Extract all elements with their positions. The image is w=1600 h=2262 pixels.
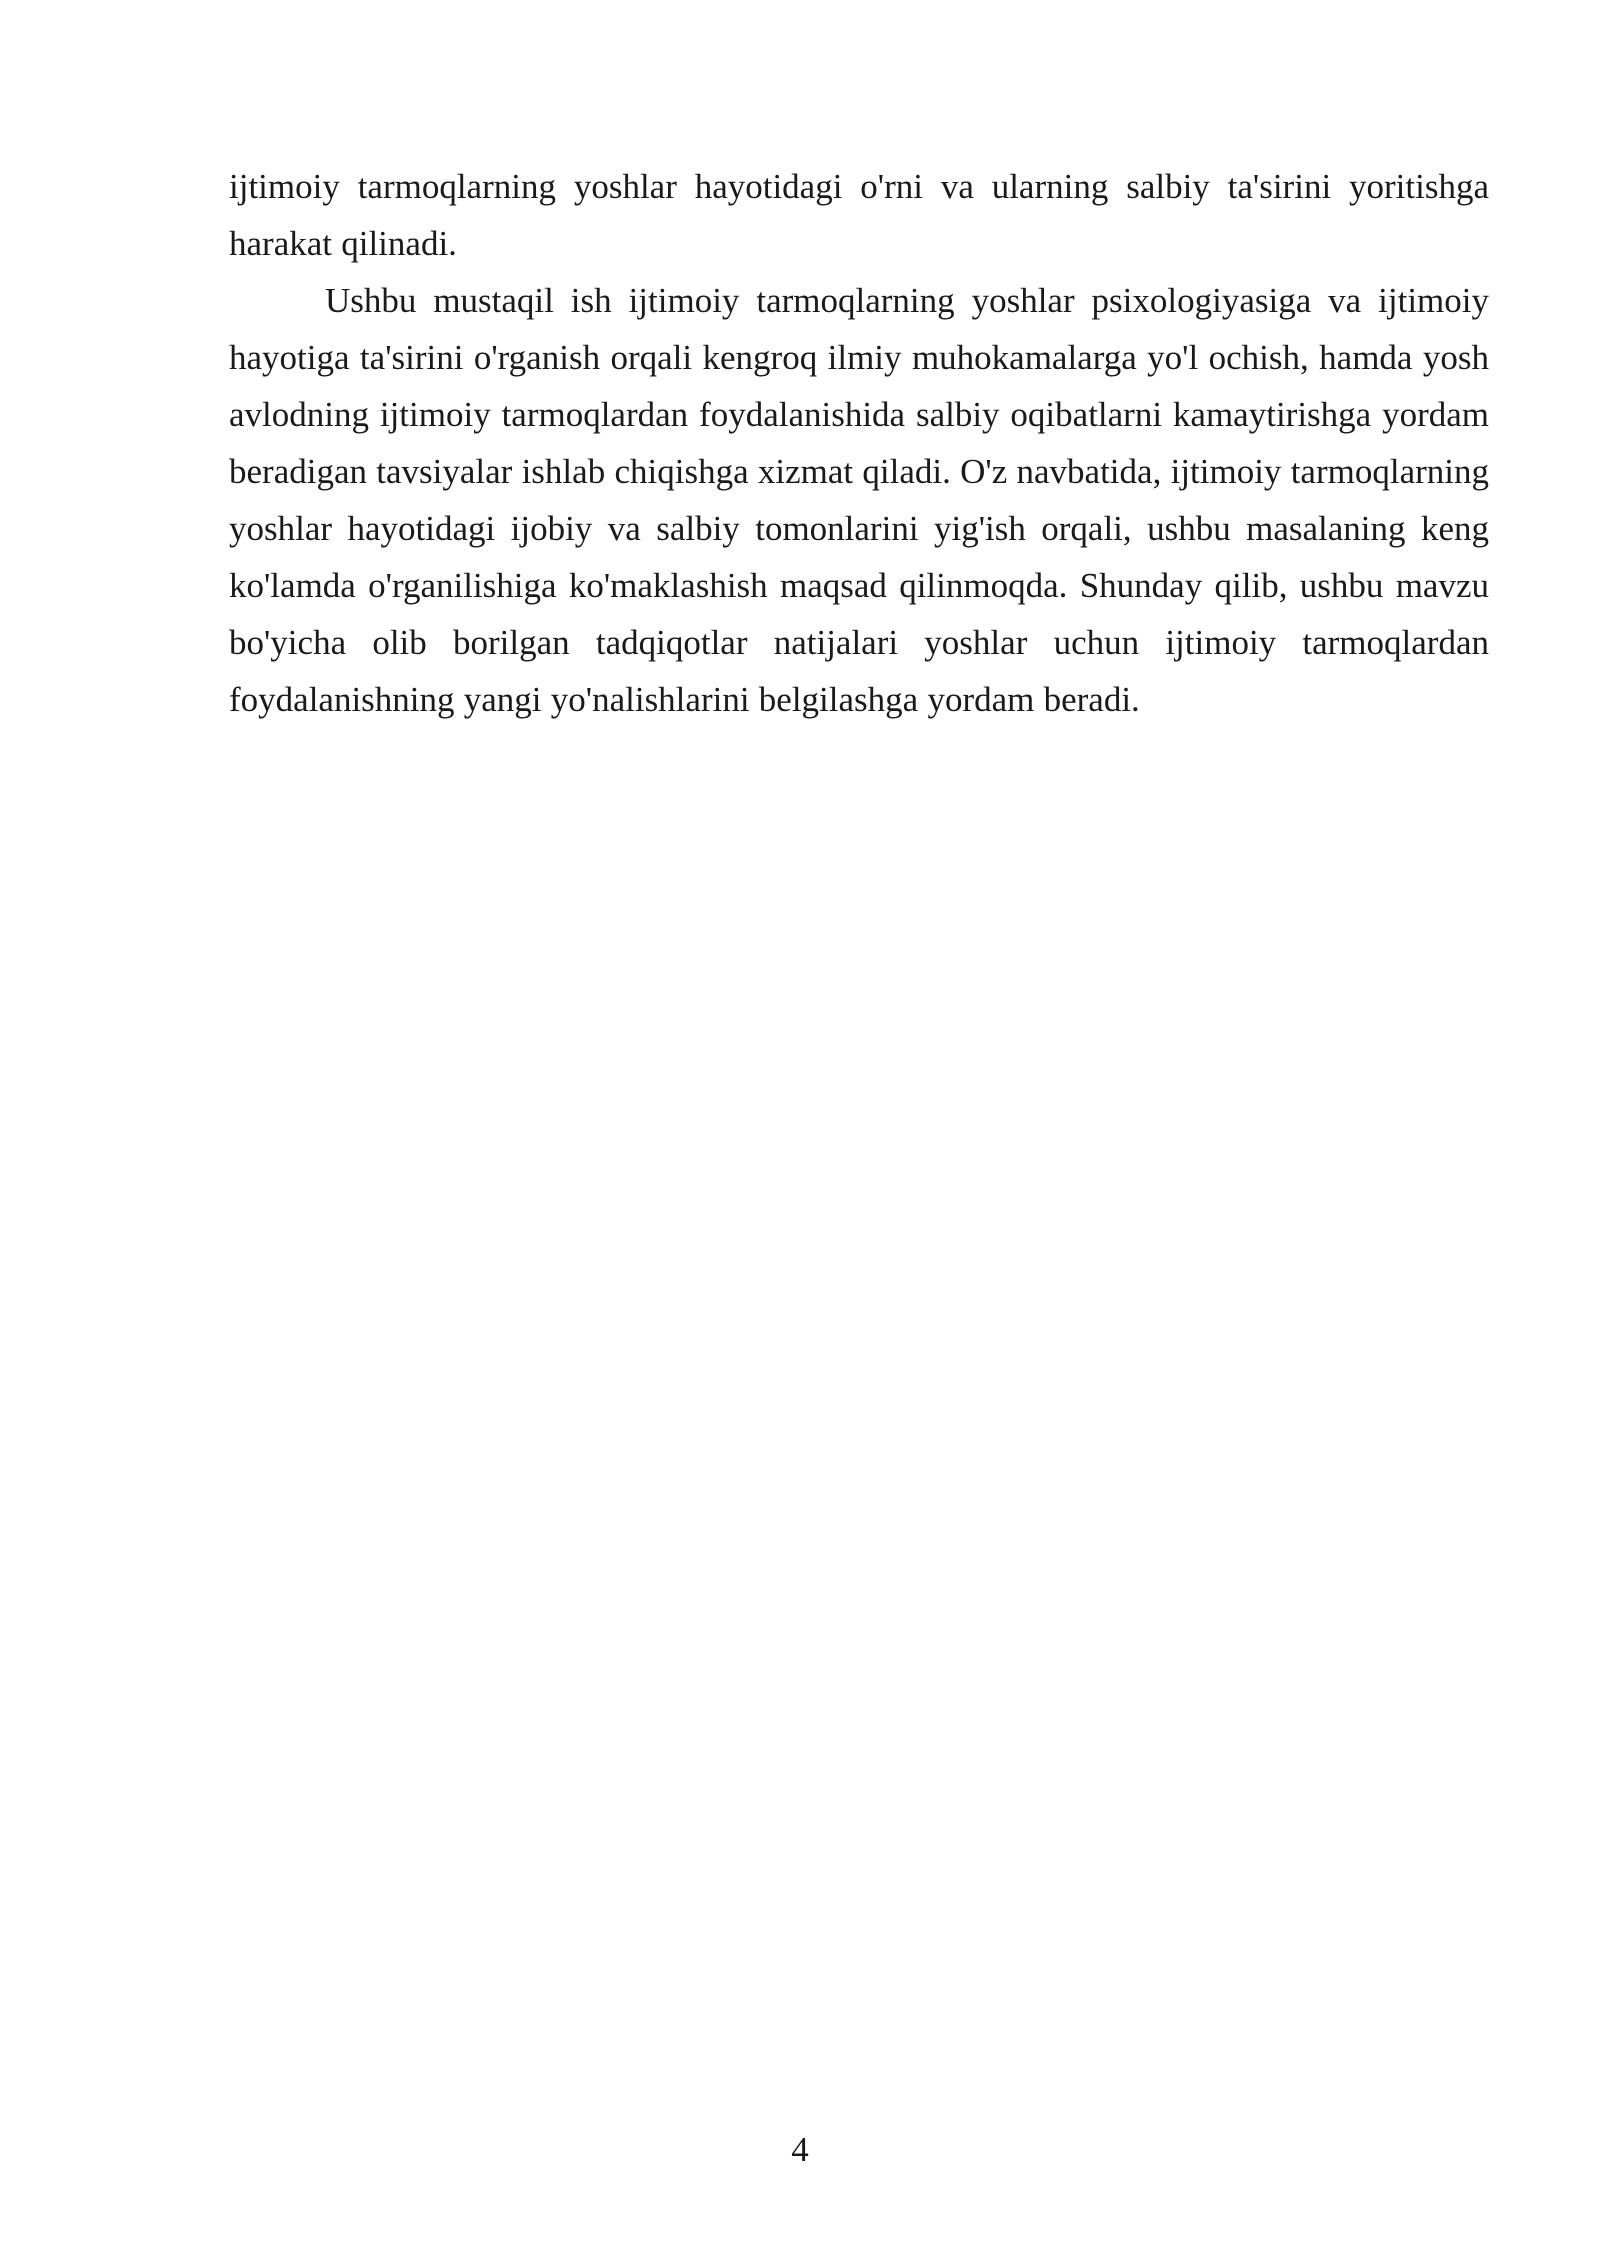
paragraph-main: Ushbu mustaqil ish ijtimoiy tarmoqlarning yoshlar psixologiyasiga va ijtimoiy hayotiga ta'sirini o'rganish orqali kengroq ilmiy muhokamalarga yo'l ochish, hamda yosh avlodning ijtimoiy tarmoqlardan foydalanishida salbiy oqibatlarni kamaytirishga yordam beradigan tavsiyalar ishlab chiqishga xizmat qiladi. O'z navbatida, ijtimoiy tarmoqlarning yoshlar hayotidagi ijobiy va salbiy tomonlarini yig'ish orqali, ushbu masalaning keng ko'lamda o'rganilishiga ko'maklashish maqsad qilinmoqda. Shunday qilib, ushbu mavzu bo'yicha olib borilgan tadqiqotlar natijalari yoshlar uchun ijtimoiy tarmoqlardan foydalanishning yangi yo'nalishlarini belgilashga yordam beradi. bbox=[229, 281, 1489, 719]
page-number: 4 bbox=[791, 2130, 809, 2169]
body-text bbox=[229, 158, 1489, 728]
paragraph-continuation: ijtimoiy tarmoqlarning yoshlar hayotidagi o'rni va ularning salbiy ta'sirini yoritishga harakat qilinadi. bbox=[229, 167, 1489, 263]
